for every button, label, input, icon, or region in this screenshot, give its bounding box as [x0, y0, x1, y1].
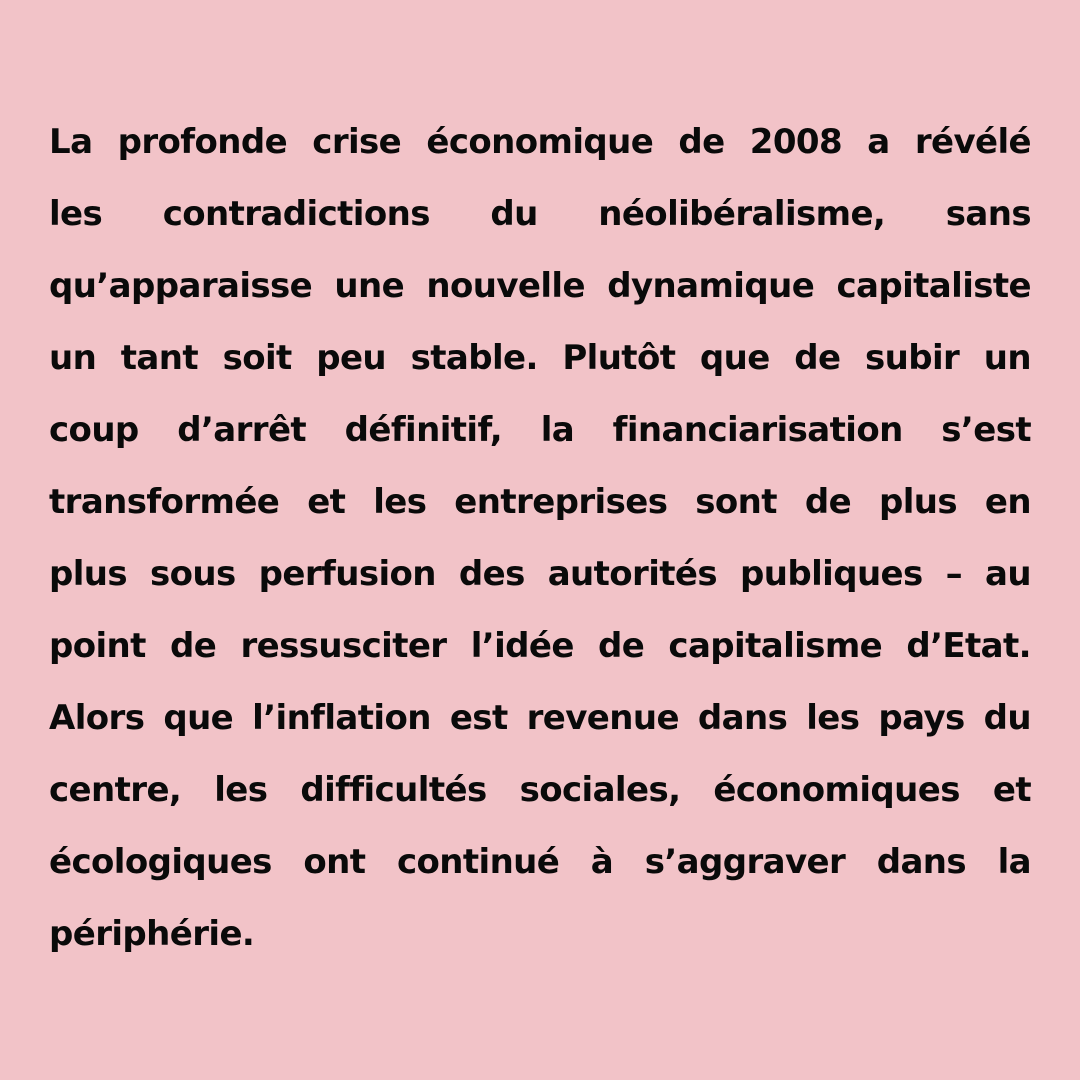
paragraph-line-10: centre, les difficultés sociales, économiques et — [49, 770, 1031, 810]
paragraph-line-12: périphérie. — [49, 914, 255, 954]
body-paragraph — [49, 106, 1031, 970]
paragraph-line-5: coup d’arrêt définitif, la financiarisation s’est — [49, 410, 1031, 450]
paragraph-line-8: point de ressusciter l’idée de capitalisme d’Etat. — [49, 626, 1031, 666]
paragraph-line-6: transformée et les entreprises sont de plus en — [49, 482, 1031, 522]
paragraph-line-4: un tant soit peu stable. Plutôt que de subir un — [49, 338, 1031, 378]
paragraph-line-11: écologiques ont continué à s’aggraver dans la — [49, 842, 1031, 882]
paragraph-line-2: les contradictions du néolibéralisme, sans — [49, 194, 1031, 234]
paragraph-line-3: qu’apparaisse une nouvelle dynamique capitaliste — [49, 266, 1031, 306]
paragraph-line-9: Alors que l’inflation est revenue dans les pays du — [49, 698, 1031, 738]
paragraph-line-1: La profonde crise économique de 2008 a révélé — [49, 122, 1031, 162]
paragraph-line-7: plus sous perfusion des autorités publiques – au — [49, 554, 1031, 594]
